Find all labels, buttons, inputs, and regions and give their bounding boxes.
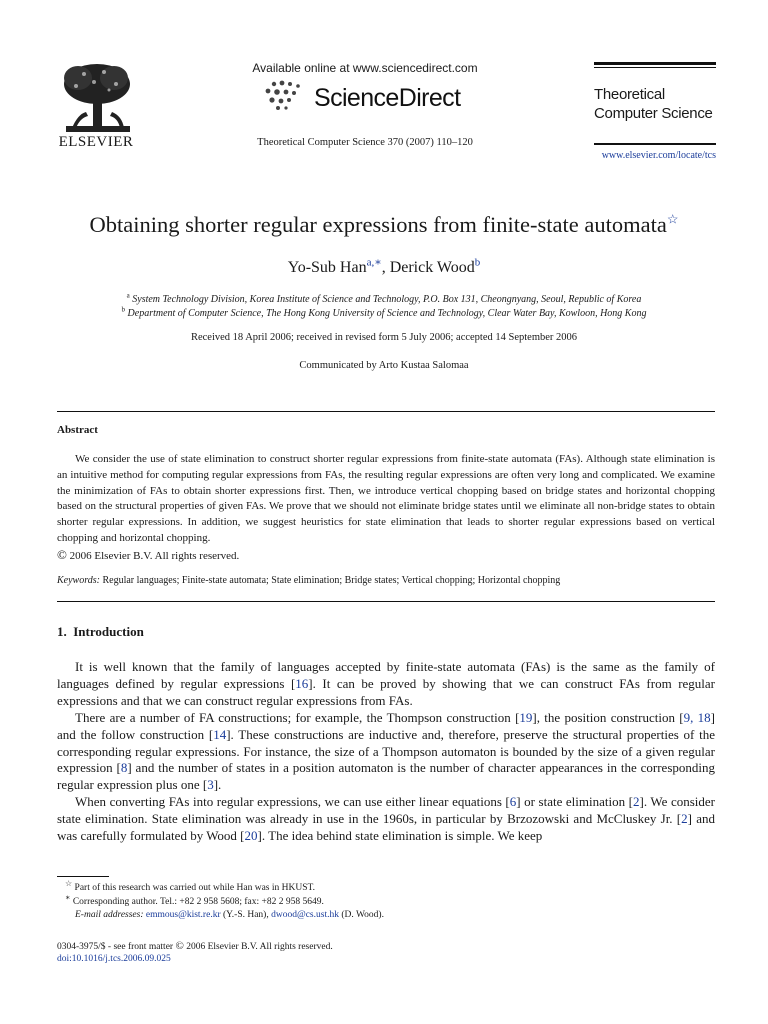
intro-p3-text-a: When converting FAs into regular expressions, we can use either linear equations [ <box>75 794 510 810</box>
footnote-emails <box>57 909 715 923</box>
abstract-heading: Abstract <box>57 424 98 436</box>
section-heading-introduction: 1. Introduction <box>57 624 144 639</box>
intro-p2-text-a: There are a number of FA constructions; for example, the Thompson construction [ <box>75 709 520 725</box>
footnote-2-text: Corresponding author. Tel.: +82 2 958 5608; fax: +82 2 958 5649. <box>72 896 324 907</box>
affiliation-b-label: b <box>121 305 126 314</box>
author-han: Yo-Sub Han <box>287 259 367 276</box>
article-title <box>40 212 728 238</box>
affiliation-b <box>40 305 728 319</box>
intro-p2-text-d: ]. These constructions are inductive and, therefore, preserve the structural properties of the corresponding regular expressions. For instance, the size of a Thompson automaton is bounded by the size of a given regular expression [ <box>57 726 716 776</box>
abstract-body <box>57 452 715 565</box>
journal-title-rule-bottom <box>594 143 716 145</box>
citation-14[interactable]: 14 <box>213 726 227 742</box>
intro-p3-text-e: ]. The idea behind state elimination is simple. We keep <box>257 828 543 844</box>
journal-title-rule-top <box>594 62 716 65</box>
author-wood: Derick Wood <box>389 259 475 276</box>
sciencedirect-wordmark: ScienceDirect <box>314 84 461 112</box>
author-separator: , <box>381 259 390 276</box>
journal-title-rule-top2 <box>594 67 716 68</box>
author-wood-affil[interactable]: b <box>474 256 481 269</box>
authors <box>40 256 728 277</box>
abstract-rule-bottom <box>57 601 715 602</box>
intro-p3-text-b: ] or state elimination [ <box>516 794 634 810</box>
bottom-copyright-icon: © <box>175 940 184 952</box>
journal-url-link[interactable]: www.elsevier.com/locate/tcs <box>601 150 716 161</box>
journal-title-line2: Computer Science <box>594 105 713 122</box>
abstract-copyright-text: 2006 Elsevier B.V. All rights reserved. <box>69 549 240 562</box>
affiliation-b-text: Department of Computer Science, The Hong Kong University of Science and Technology, Clear Water Bay, Kowloon, Hong Kong <box>127 308 647 319</box>
intro-p2-text-f: ]. <box>213 777 222 793</box>
front-matter <box>57 940 333 952</box>
abstract-text: We consider the use of state elimination to construct shorter regular expressions from finite-state automata (FAs). Although state elimination is an intuitive method for computing regular expressions from FAs, the resulting regular expressions are often very long and complicated. We examine the minimization of FAs to obtain shorter expressions first. Then, we introduce vertical chopping based on bridge states and horizontal chopping based on the structural properties of given FAs. We prove that we should not eliminate bridge states until we eliminate all non-bridge states to obtain shorter regular expressions. In addition, we suggest heuristics for state elimination that leads to shorter regular expressions based on vertical chopping and horizontal chopping. <box>57 453 715 544</box>
citation-6[interactable]: 6 <box>509 794 517 810</box>
intro-p1-text-b: ]. It can be proved by showing that we can construct FAs from regular expressions and that we can construct regular expressions from FAs. <box>57 675 716 708</box>
title-footnote-mark[interactable]: ☆ <box>666 211 679 227</box>
footnote-1 <box>57 878 715 896</box>
received-dates: Received 18 April 2006; received in revised form 5 July 2006; accepted 14 September 2006 <box>190 332 578 343</box>
footnote-rule <box>57 876 109 877</box>
citation-20[interactable]: 20 <box>244 828 258 844</box>
citation-8[interactable]: 8 <box>120 760 128 776</box>
communicated-by: Communicated by Arto Kustaa Salomaa <box>299 360 469 371</box>
keywords-list: Regular languages; Finite-state automata; State elimination; Bridge states; Vertical chopping; Horizontal chopping <box>102 575 561 586</box>
affiliation-a-label: a <box>126 291 130 300</box>
footnotes <box>57 878 715 923</box>
introduction-body <box>57 659 715 845</box>
bottom-copyright-text: 2006 Elsevier B.V. All rights reserved. <box>186 942 333 952</box>
email-wood-owner: (D. Wood). <box>338 910 384 920</box>
abstract-rule-top <box>57 411 715 412</box>
journal-reference: Theoretical Computer Science 370 (2007) 110–120 <box>257 137 473 148</box>
available-online-text: Available online at www.sciencedirect.com <box>252 61 478 75</box>
elsevier-tree-icon <box>54 60 140 136</box>
footnote-1-mark: ☆ <box>65 878 73 888</box>
sciencedirect-logo <box>262 78 472 114</box>
email-label: E-mail addresses: <box>75 910 144 920</box>
keywords-label: Keywords: <box>57 575 100 586</box>
sciencedirect-dots-icon <box>262 78 314 112</box>
footnote-2-mark: ∗ <box>65 892 71 902</box>
intro-paragraph-1 <box>57 659 715 710</box>
footnote-1-text: Part of this research was carried out while Han was in HKUST. <box>74 883 315 893</box>
keywords <box>57 575 715 586</box>
doi-link[interactable]: doi:10.1016/j.tcs.2006.09.025 <box>57 954 171 964</box>
citation-2a[interactable]: 2 <box>633 794 640 810</box>
footnote-2 <box>57 892 715 910</box>
intro-p3-text-c: ]. We consider state elimination. State elimination was already in use in the 1960s, in particular by Brzozowski and McCluskey Jr. [ <box>57 794 716 827</box>
affiliation-a-text: System Technology Division, Korea Institute of Science and Technology, P.O. Box 131, Cheongnyang, Seoul, Republic of Korea <box>132 294 642 305</box>
citation-3[interactable]: 3 <box>207 777 214 793</box>
intro-p2-text-c: ] and the follow construction [ <box>57 709 716 742</box>
citation-19[interactable]: 19 <box>519 709 533 725</box>
email-wood-link[interactable]: dwood@cs.ust.hk <box>271 910 339 920</box>
intro-paragraph-2 <box>57 710 715 795</box>
author-han-affil[interactable]: a,∗ <box>366 256 382 269</box>
intro-paragraph-3 <box>57 794 715 845</box>
intro-p1-text-a: It is well known that the family of languages accepted by finite-state automata (FAs) is the same as the family of languages defined by regular expressions [ <box>57 659 715 691</box>
citation-9-18[interactable]: 9, 18 <box>683 709 711 725</box>
issn-text: 0304-3975/$ - see front matter <box>57 942 174 952</box>
intro-p2-text-b: ], the position construction [ <box>532 709 684 725</box>
citation-2b[interactable]: 2 <box>681 811 688 827</box>
journal-title-line1: Theoretical <box>594 86 665 103</box>
email-han-link[interactable]: emmous@kist.re.kr <box>145 910 221 920</box>
intro-p2-text-e: ] and the number of states in a position automaton is the number of character appearances in the corresponding regular expression plus one [ <box>57 760 715 793</box>
elsevier-logo <box>54 60 140 136</box>
intro-p3-text-d: ] and was carefully formulated by Wood [ <box>57 811 715 844</box>
citation-16[interactable]: 16 <box>295 675 309 691</box>
publisher-name: ELSEVIER <box>58 134 134 150</box>
abstract-copyright <box>57 547 715 565</box>
email-han-owner: (Y.-S. Han), <box>220 910 272 920</box>
article-title-text: Obtaining shorter regular expressions from finite-state automata <box>89 212 667 237</box>
affiliation-a <box>40 291 728 305</box>
copyright-icon: © <box>57 546 67 562</box>
